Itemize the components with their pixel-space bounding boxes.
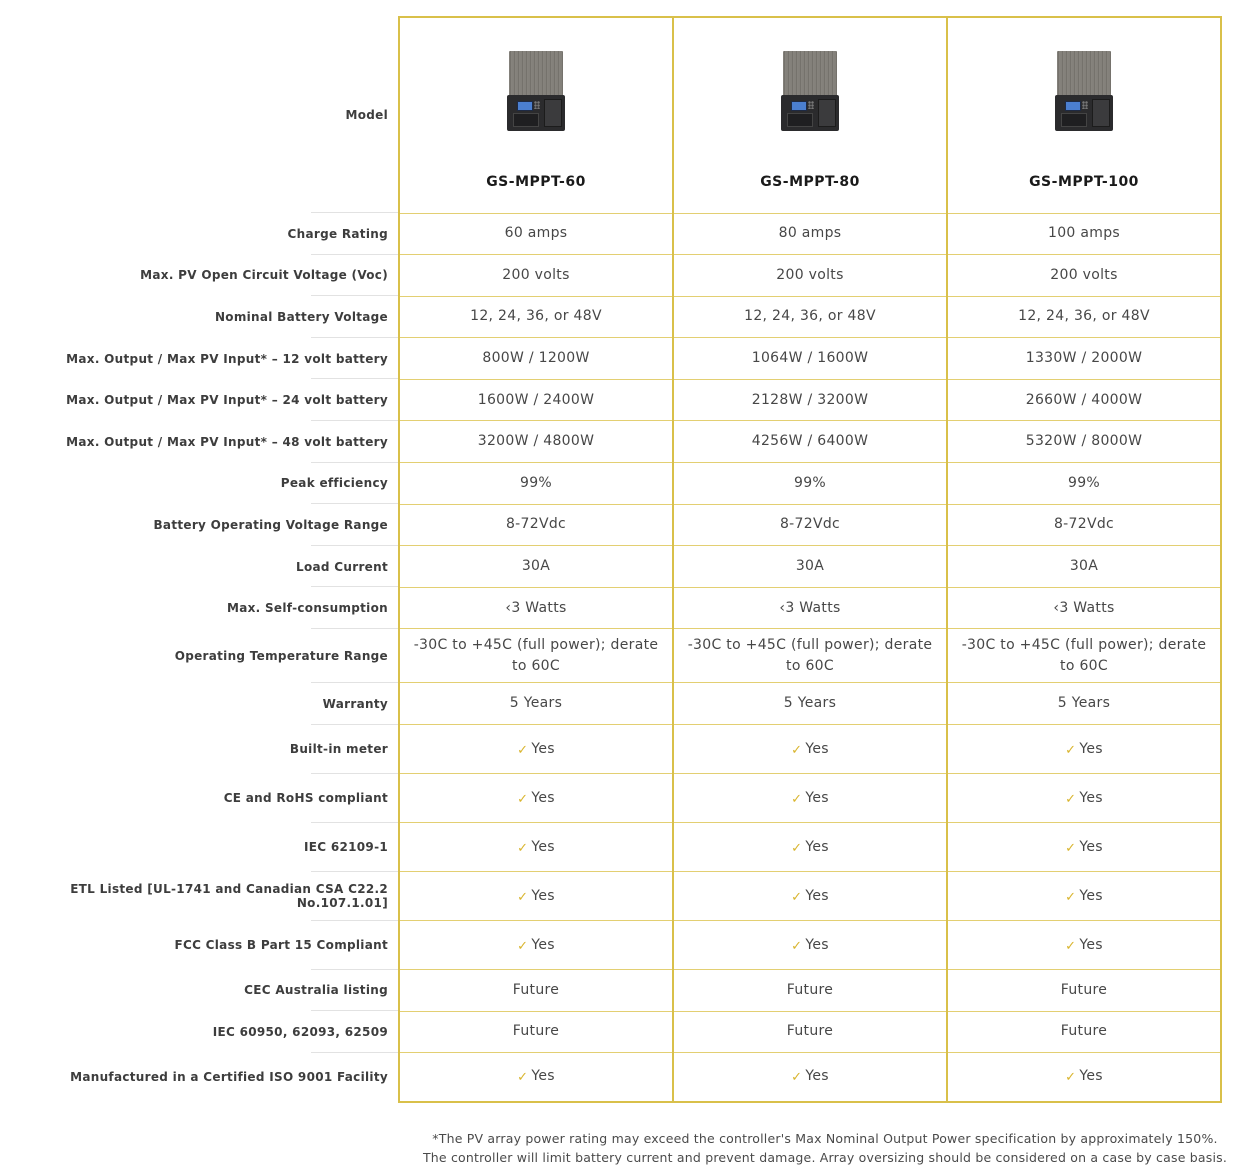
value-cell xyxy=(673,872,947,921)
value-cell xyxy=(947,683,1221,725)
value-text: 200 volts xyxy=(776,266,844,283)
value-cell xyxy=(399,1011,673,1053)
value-cell xyxy=(399,546,673,588)
table-row xyxy=(0,823,1221,872)
value-text: 8-72Vdc xyxy=(1053,516,1115,533)
checkmark-icon: ✓ xyxy=(517,840,529,856)
checkmark-icon: ✓ xyxy=(517,938,529,954)
value-text: 800W / 1200W xyxy=(482,350,590,367)
value-cell xyxy=(947,823,1221,872)
model-name: GS-MPPT-60 xyxy=(486,174,586,191)
value-text: 5 Years xyxy=(509,695,563,712)
value-text: 30A xyxy=(521,558,551,575)
charge-controller-image xyxy=(781,51,839,133)
value-text: 12, 24, 36, or 48V xyxy=(470,308,602,325)
checkmark-icon: ✓ xyxy=(517,1070,529,1086)
row-label: Built-in meter xyxy=(0,725,399,774)
row-label: Max. Output / Max PV Input* – 48 volt battery xyxy=(0,421,399,463)
value-cell xyxy=(947,296,1221,338)
model-cell xyxy=(947,17,1221,213)
table-row xyxy=(0,921,1221,970)
checkmark-icon: ✓ xyxy=(1065,742,1077,758)
value-cell xyxy=(947,546,1221,588)
value-text: Future xyxy=(1060,981,1108,998)
value-cell xyxy=(399,774,673,823)
row-label: FCC Class B Part 15 Compliant xyxy=(0,921,399,970)
value-text: 5320W / 8000W xyxy=(1025,433,1143,450)
row-label: CEC Australia listing xyxy=(0,970,399,1012)
table-row xyxy=(0,1011,1221,1053)
checkmark-icon: ✓ xyxy=(791,742,803,758)
value-cell xyxy=(399,683,673,725)
value-text: Future xyxy=(512,1023,560,1040)
row-label: CE and RoHS compliant xyxy=(0,774,399,823)
row-label: Max. PV Open Circuit Voltage (Voc) xyxy=(0,255,399,297)
row-label: Charge Rating xyxy=(0,213,399,255)
value-text: Yes xyxy=(1079,838,1103,855)
value-text: 4256W / 6400W xyxy=(751,433,869,450)
value-text: Yes xyxy=(531,936,555,953)
value-text: 5 Years xyxy=(1057,695,1111,712)
value-cell xyxy=(399,970,673,1012)
value-cell xyxy=(399,725,673,774)
value-text: ‹3 Watts xyxy=(505,599,567,616)
value-cell xyxy=(673,255,947,297)
value-text: 99% xyxy=(1067,474,1101,491)
footnote: *The PV array power rating may exceed the controller's Max Nominal Output Power specification by approximately 150%. The controller will limit battery current and prevent damage. Array oversizing should be considered on a case by case basis. xyxy=(422,1131,1228,1165)
value-cell xyxy=(399,587,673,629)
table-row xyxy=(0,1053,1221,1102)
table-row xyxy=(0,421,1221,463)
value-cell xyxy=(399,379,673,421)
row-label: Max. Self-consumption xyxy=(0,587,399,629)
checkmark-icon: ✓ xyxy=(1065,791,1077,807)
value-cell xyxy=(673,587,947,629)
value-text: 99% xyxy=(793,474,827,491)
checkmark-icon: ✓ xyxy=(1065,840,1077,856)
model-cell xyxy=(399,17,673,213)
value-text: Yes xyxy=(531,740,555,757)
value-text: Yes xyxy=(531,838,555,855)
value-text: 12, 24, 36, or 48V xyxy=(1018,308,1150,325)
table-row xyxy=(0,774,1221,823)
value-cell xyxy=(947,421,1221,463)
value-cell xyxy=(673,546,947,588)
value-cell xyxy=(399,463,673,505)
value-cell xyxy=(673,725,947,774)
charge-controller-image xyxy=(507,51,565,133)
value-text: Yes xyxy=(1079,1068,1103,1085)
value-text: 200 volts xyxy=(1050,266,1118,283)
value-text: -30C to +45C (full power); derate to 60C xyxy=(413,636,659,674)
value-text: Yes xyxy=(531,789,555,806)
value-cell xyxy=(947,587,1221,629)
value-text: Future xyxy=(1060,1023,1108,1040)
checkmark-icon: ✓ xyxy=(791,938,803,954)
value-cell xyxy=(673,1053,947,1102)
value-cell xyxy=(399,421,673,463)
value-text: 60 amps xyxy=(504,225,568,242)
table-row xyxy=(0,683,1221,725)
spec-comparison-table xyxy=(0,16,1222,1103)
value-cell xyxy=(673,421,947,463)
row-label: Peak efficiency xyxy=(0,463,399,505)
value-text: 30A xyxy=(1069,558,1099,575)
value-cell xyxy=(947,463,1221,505)
table-row xyxy=(0,338,1221,380)
row-label: Battery Operating Voltage Range xyxy=(0,504,399,546)
table-row xyxy=(0,255,1221,297)
model-header-row xyxy=(0,17,1221,213)
value-cell xyxy=(947,504,1221,546)
value-cell xyxy=(673,921,947,970)
spec-rows xyxy=(0,213,1221,1102)
row-label: IEC 62109-1 xyxy=(0,823,399,872)
value-text: Yes xyxy=(1079,887,1103,904)
value-cell xyxy=(399,296,673,338)
value-text: Yes xyxy=(531,887,555,904)
checkmark-icon: ✓ xyxy=(791,791,803,807)
table-row xyxy=(0,213,1221,255)
table-row xyxy=(0,587,1221,629)
value-cell xyxy=(673,213,947,255)
value-text: Yes xyxy=(805,740,829,757)
table-row xyxy=(0,546,1221,588)
value-text: Yes xyxy=(531,1068,555,1085)
value-cell xyxy=(947,213,1221,255)
checkmark-icon: ✓ xyxy=(791,840,803,856)
value-cell xyxy=(673,970,947,1012)
value-text: Yes xyxy=(1079,740,1103,757)
value-text: Yes xyxy=(805,1068,829,1085)
value-cell xyxy=(947,338,1221,380)
table-row xyxy=(0,296,1221,338)
value-text: 5 Years xyxy=(783,695,837,712)
value-text: Future xyxy=(512,981,560,998)
checkmark-icon: ✓ xyxy=(517,742,529,758)
value-cell xyxy=(673,1011,947,1053)
model-name: GS-MPPT-100 xyxy=(1029,174,1139,191)
value-cell xyxy=(399,872,673,921)
row-label: Operating Temperature Range xyxy=(0,629,399,683)
value-text: 1064W / 1600W xyxy=(751,350,869,367)
row-label: IEC 60950, 62093, 62509 xyxy=(0,1011,399,1053)
model-name: GS-MPPT-80 xyxy=(760,174,860,191)
value-cell xyxy=(947,970,1221,1012)
value-text: ‹3 Watts xyxy=(779,599,841,616)
value-text: Yes xyxy=(1079,789,1103,806)
table-row xyxy=(0,629,1221,683)
value-cell xyxy=(399,213,673,255)
row-label: Max. Output / Max PV Input* – 24 volt battery xyxy=(0,379,399,421)
value-text: Future xyxy=(786,1023,834,1040)
value-text: -30C to +45C (full power); derate to 60C xyxy=(961,636,1207,674)
value-cell xyxy=(399,629,673,683)
charge-controller-image xyxy=(1055,51,1113,133)
value-cell xyxy=(947,921,1221,970)
row-label: Model xyxy=(0,17,399,213)
row-label: Max. Output / Max PV Input* – 12 volt battery xyxy=(0,338,399,380)
value-cell xyxy=(673,379,947,421)
model-cell xyxy=(673,17,947,213)
row-label: Manufactured in a Certified ISO 9001 Facility xyxy=(70,1070,388,1085)
checkmark-icon: ✓ xyxy=(517,889,529,905)
value-cell xyxy=(399,921,673,970)
checkmark-icon: ✓ xyxy=(1065,889,1077,905)
table-row xyxy=(0,970,1221,1012)
value-text: ‹3 Watts xyxy=(1053,599,1115,616)
value-text: Future xyxy=(786,981,834,998)
value-cell xyxy=(947,379,1221,421)
value-text: 2660W / 4000W xyxy=(1025,391,1143,408)
table-row xyxy=(0,463,1221,505)
value-cell xyxy=(399,504,673,546)
table-row xyxy=(0,725,1221,774)
value-cell xyxy=(673,823,947,872)
checkmark-icon: ✓ xyxy=(1065,938,1077,954)
value-text: Yes xyxy=(805,936,829,953)
row-label: Nominal Battery Voltage xyxy=(0,296,399,338)
value-cell xyxy=(673,774,947,823)
checkmark-icon: ✓ xyxy=(791,1070,803,1086)
table-row xyxy=(0,379,1221,421)
value-text: Yes xyxy=(805,838,829,855)
value-cell xyxy=(947,255,1221,297)
value-cell xyxy=(947,629,1221,683)
value-text: 1600W / 2400W xyxy=(477,391,595,408)
table-row xyxy=(0,504,1221,546)
value-cell xyxy=(947,725,1221,774)
value-cell xyxy=(947,872,1221,921)
value-cell xyxy=(673,463,947,505)
value-text: Yes xyxy=(805,789,829,806)
value-text: 8-72Vdc xyxy=(779,516,841,533)
value-cell xyxy=(673,683,947,725)
value-text: 200 volts xyxy=(502,266,570,283)
value-cell xyxy=(673,629,947,683)
value-text: 99% xyxy=(519,474,553,491)
value-text: 1330W / 2000W xyxy=(1025,350,1143,367)
value-cell xyxy=(673,338,947,380)
value-cell xyxy=(399,823,673,872)
checkmark-icon: ✓ xyxy=(517,791,529,807)
value-cell xyxy=(947,1053,1221,1102)
value-text: Yes xyxy=(1079,936,1103,953)
value-text: 8-72Vdc xyxy=(505,516,567,533)
value-text: 3200W / 4800W xyxy=(477,433,595,450)
value-cell xyxy=(947,1011,1221,1053)
value-cell xyxy=(399,255,673,297)
value-text: -30C to +45C (full power); derate to 60C xyxy=(687,636,933,674)
table-row xyxy=(0,872,1221,921)
row-label: Warranty xyxy=(0,683,399,725)
value-text: 80 amps xyxy=(778,225,842,242)
row-label: ETL Listed [UL-1741 and Canadian CSA C22.2 No.107.1.01] xyxy=(0,872,399,921)
value-cell xyxy=(673,296,947,338)
value-text: Yes xyxy=(805,887,829,904)
value-text: 100 amps xyxy=(1048,225,1120,242)
value-cell xyxy=(947,774,1221,823)
checkmark-icon: ✓ xyxy=(791,889,803,905)
row-label: Load Current xyxy=(0,546,399,588)
value-text: 30A xyxy=(795,558,825,575)
value-text: 12, 24, 36, or 48V xyxy=(744,308,876,325)
value-cell xyxy=(399,1053,673,1102)
checkmark-icon: ✓ xyxy=(1065,1070,1077,1086)
value-cell xyxy=(399,338,673,380)
value-cell xyxy=(673,504,947,546)
value-text: 2128W / 3200W xyxy=(751,391,869,408)
